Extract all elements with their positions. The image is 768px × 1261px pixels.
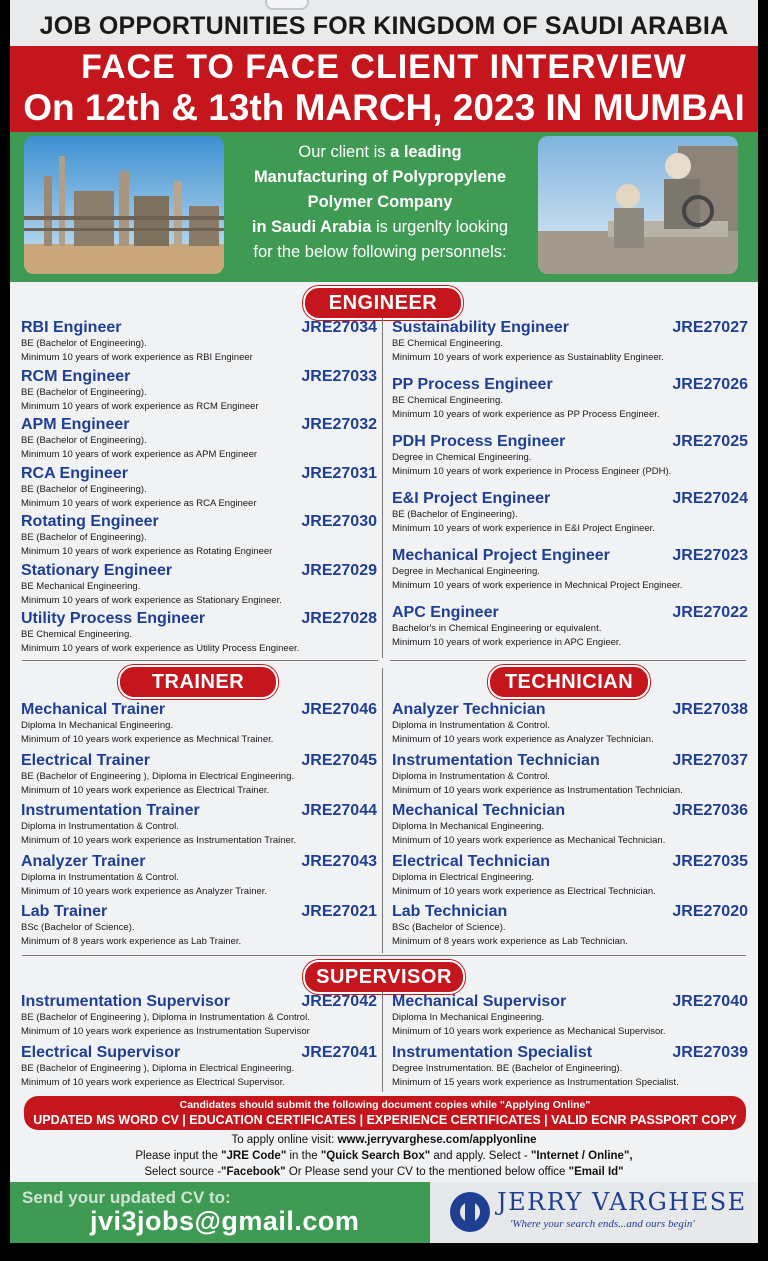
job-listing [392,902,748,949]
job-listing [392,1043,748,1090]
job-experience: Minimum of 10 years work experience as Mechnical Trainer. [21,734,274,745]
intro-line4b: is urgenlty looking [371,218,509,236]
job-experience: Minimum 10 years of work experience in APC Engieer. [392,637,622,648]
documents-intro: Candidates should submit the following document copies while "Applying Online" [179,1099,591,1111]
job-code: JRE27020 [672,903,748,920]
job-title: Lab Trainer [21,903,108,920]
job-code: JRE27037 [672,751,748,769]
job-listing [21,992,377,1039]
job-code: JRE27045 [301,751,377,769]
job-code: JRE27021 [301,903,377,920]
job-title: PP Process Engineer [392,376,553,393]
job-experience: Minimum 10 years of work experience as RBI Engineer [21,352,253,363]
job-qualification: BSc (Bachelor of Science). [392,922,506,933]
job-qualification: BE Chemical Engineering. [392,395,503,406]
job-qualification: Diploma in Instrumentation & Control. [21,871,179,883]
job-experience: Minimum 10 years of work experience as APM Engineer [21,449,258,460]
job-qualification: Diploma in Instrumentation & Control. [392,720,550,731]
job-listing [392,992,748,1039]
job-title: Instrumentation Trainer [21,802,200,819]
job-experience: Minimum 10 years of work experience as RCA Engineer [21,497,257,509]
camera-notch [265,0,309,10]
job-experience: Minimum of 10 years work experience as Electrical Technician. [392,885,656,897]
job-title: Instrumentation Supervisor [21,993,230,1010]
interview-date: On 12th & 13th MARCH, 2023 IN MUMBAI [23,87,745,128]
intro-text [230,140,530,265]
rule-left [22,660,378,661]
trainer-divider [382,668,383,953]
job-code: JRE27042 [301,993,377,1010]
job-listing [21,561,377,608]
job-listing [392,751,748,798]
engineer-divider [382,318,383,658]
documents-banner [24,1096,746,1130]
job-listing [21,464,377,511]
rule-right [390,660,746,661]
job-experience: Minimum of 10 years work experience as Mechanical Technician. [392,835,666,846]
job-experience: Minimum 10 years of work experience as Stationary Engineer. [21,594,282,606]
job-qualification: BE (Bachelor of Engineering). [21,386,147,398]
job-title: Instrumentation Technician [392,751,600,769]
apply-l3a: Select source - [144,1166,222,1178]
job-title: APM Engineer [21,416,130,433]
job-experience: Minimum 10 years of work experience in Process Engineer (PDH). [392,466,672,477]
job-listing [392,375,748,422]
job-qualification: BE (Bachelor of Engineering). [21,483,147,495]
job-title: RCM Engineer [21,367,131,385]
documents-list: UPDATED MS WORD CV | EDUCATION CERTIFICATES | EXPERIENCE CERTIFICATES | VALID ECNR PASSPORT COPY [33,1113,737,1127]
apply-l3b: "Facebook" [221,1166,286,1178]
job-experience: Minimum 10 years of work experience in E&I Project Engineer. [392,523,655,534]
job-title: Electrical Technician [392,852,550,870]
job-listing [392,318,748,365]
job-qualification: Diploma In Mechanical Engineering. [392,1012,545,1023]
job-experience: Minimum of 15 years work experience as Instrumentation Specialist. [392,1077,679,1088]
job-title: Rotating Engineer [21,513,159,530]
job-qualification: BE (Bachelor of Engineering). [21,532,147,543]
job-qualification: Degree Instrumentation. BE (Bachelor of Engineering). [392,1063,623,1074]
jerry-varghese-logo-icon [450,1192,490,1232]
job-qualification: BSc (Bachelor of Science). [21,922,135,933]
refinery-photo [24,136,224,274]
job-experience: Minimum of 10 years work experience as Analyzer Technician. [392,734,654,745]
job-listing [21,902,377,949]
send-cv-label: Send your updated CV to: [22,1188,231,1207]
job-title: PDH Process Engineer [392,433,566,450]
job-title: Mechanical Technician [392,802,566,819]
job-experience: Minimum 10 years of work experience as Utility Process Engineer. [21,643,300,654]
job-experience: Minimum 10 years of work experience as PP Process Engineer. [392,409,660,420]
job-qualification: Diploma In Mechanical Engineering. [392,821,545,832]
job-listing [392,801,748,848]
job-listing [21,801,377,848]
intro-line3: Polymer Company [307,193,453,211]
job-listing [21,318,377,365]
apply-l2a: Please input the [135,1150,222,1162]
job-listing [21,367,377,414]
job-title: Analyzer Trainer [21,852,146,870]
job-listing [21,415,377,462]
footer [10,1182,758,1243]
job-qualification: BE (Bachelor of Engineering ), Diploma in Electrical Engineering. [21,1063,294,1074]
job-qualification: BE Chemical Engineering. [21,629,132,640]
job-code: JRE27027 [672,319,748,336]
apply-instructions [10,1132,758,1180]
job-title: APC Engineer [392,604,499,621]
job-code: JRE27029 [301,561,377,579]
job-code: JRE27044 [301,802,377,819]
intro-line1b: a leading [390,143,462,161]
job-code: JRE27032 [301,416,377,433]
job-code: JRE27025 [672,433,748,450]
job-code: JRE27036 [672,802,748,819]
job-qualification: BE (Bachelor of Engineering ), Diploma in Electrical Engineering. [21,770,294,782]
job-title: Lab Technician [392,903,508,920]
job-experience: Minimum of 8 years work experience as Lab Technician. [392,936,628,947]
brand-tagline: 'Where your search ends...and ours begin' [510,1218,695,1230]
job-qualification: BE (Bachelor of Engineering). [392,509,518,520]
apply-visit-label: To apply online visit: [231,1134,338,1146]
job-title: Mechanical Project Engineer [392,547,610,564]
job-qualification: Diploma in Instrumentation & Control. [392,770,550,782]
trainer-section-header: TRAINER [118,665,278,699]
job-experience: Minimum of 10 years work experience as Electrical Supervisor. [21,1077,285,1088]
supervisor-divider [382,992,383,1092]
job-title: Utility Process Engineer [21,610,206,627]
job-listing [21,700,377,747]
poster-title: JOB OPPORTUNITIES FOR KINGDOM OF SAUDI ARABIA [39,12,729,40]
job-title: Stationary Engineer [21,561,173,579]
top-banner [10,0,758,46]
job-code: JRE27038 [672,701,748,718]
job-qualification: BE (Bachelor of Engineering ), Diploma in Instrumentation & Control. [21,1012,310,1023]
job-listing [21,751,377,798]
job-listing [21,609,377,656]
job-code: JRE27026 [672,376,748,393]
job-listing [392,489,748,536]
job-listing [21,512,377,559]
apply-l2f: "Internet / Online", [530,1150,633,1162]
intro-line5: for the below following personnels: [253,243,507,261]
job-qualification: Diploma in Instrumentation & Control. [21,821,179,832]
job-listing [392,603,748,650]
job-poster [10,0,758,1243]
job-title: Mechanical Supervisor [392,993,567,1010]
rule-supervisor [22,955,746,956]
job-code: JRE27034 [301,319,377,336]
job-qualification: Bachelor's in Chemical Engineering or equivalent. [392,623,602,634]
intro-line1a: Our client is [298,143,391,161]
technician-section-header: TECHNICIAN [488,665,650,699]
job-qualification: BE Chemical Engineering. [392,338,503,349]
job-listing [392,432,748,479]
job-code: JRE27041 [301,1044,377,1061]
job-qualification: BE Mechanical Engineering. [21,580,141,592]
job-experience: Minimum of 10 years work experience as Electrical Trainer. [21,784,270,796]
job-title: Electrical Supervisor [21,1044,181,1061]
job-qualification: BE (Bachelor of Engineering). [21,435,147,446]
interview-banner [10,46,758,132]
job-qualification: Diploma in Electrical Engineering. [392,871,535,883]
intro-banner [10,132,758,282]
job-qualification: Degree in Mechanical Engineering. [392,566,540,577]
job-experience: Minimum of 10 years work experience as Analyzer Trainer. [21,885,268,897]
job-listing [21,852,377,899]
job-listing [21,1043,377,1090]
job-experience: Minimum 10 years of work experience in Mechnical Project Engineer. [392,580,683,591]
job-listing [392,852,748,899]
job-title: E&I Project Engineer [392,490,551,507]
apply-l3c: Or Please send your CV to the mentioned below office [285,1166,569,1178]
interview-headline: FACE TO FACE CLIENT INTERVIEW [81,48,687,86]
job-qualification: BE (Bachelor of Engineering). [21,338,147,349]
job-code: JRE27030 [301,513,377,530]
apply-l2b: "JRE Code" [221,1150,287,1162]
job-title: Analyzer Technician [392,701,546,718]
apply-l2c: in the [286,1150,321,1162]
job-experience: Minimum 10 years of work experience as Sustainablity Engineer. [392,352,664,363]
job-experience: Minimum of 10 years work experience as Mechanical Supervisor. [392,1026,666,1037]
job-experience: Minimum of 10 years work experience as Instrumentation Technician. [392,784,683,796]
job-title: Electrical Trainer [21,751,150,769]
apply-url-link[interactable]: www.jerryvarghese.com/applyonline [337,1134,537,1146]
job-title: Sustainability Engineer [392,319,569,336]
job-title: RCA Engineer [21,464,128,482]
job-title: Mechanical Trainer [21,701,166,718]
job-title: Instrumentation Specialist [392,1044,593,1061]
job-code: JRE27028 [301,610,377,627]
job-listing [392,700,748,747]
job-experience: Minimum of 10 years work experience as Instrumentation Supervisor [21,1026,310,1037]
job-experience: Minimum 10 years of work experience as Rotating Engineer [21,546,273,557]
email-link[interactable]: jvi3jobs@gmail.com [90,1206,360,1236]
apply-l2d: "Quick Search Box" [320,1150,431,1162]
engineer-section-header: ENGINEER [303,286,463,320]
job-code: JRE27033 [301,367,377,385]
intro-line4a: in Saudi Arabia [251,218,372,236]
job-code: JRE27022 [672,604,748,621]
job-code: JRE27035 [672,852,748,870]
apply-l2e: and apply. Select - [430,1150,531,1162]
job-experience: Minimum 10 years of work experience as RCM Engineer [21,400,259,412]
job-code: JRE27046 [301,701,377,718]
job-experience: Minimum of 10 years work experience as Instrumentation Trainer. [21,835,297,846]
job-code: JRE27040 [672,993,748,1010]
apply-l3d: "Email Id" [568,1166,624,1178]
brand-name: JERRY VARGHESE [497,1188,747,1216]
supervisor-section-header: SUPERVISOR [303,960,465,994]
job-qualification: Diploma In Mechanical Engineering. [21,720,174,731]
job-code: JRE27023 [672,547,748,564]
job-code: JRE27024 [672,490,748,507]
job-code: JRE27039 [672,1044,748,1061]
job-code: JRE27043 [301,852,377,870]
job-listing [392,546,748,593]
workers-photo [538,136,738,274]
job-qualification: Degree in Chemical Engineering. [392,452,532,463]
intro-line2: Manufacturing of Polypropylene [253,168,507,186]
job-code: JRE27031 [301,464,377,482]
job-experience: Minimum of 8 years work experience as Lab Trainer. [21,936,242,947]
job-title: RBI Engineer [21,319,122,336]
